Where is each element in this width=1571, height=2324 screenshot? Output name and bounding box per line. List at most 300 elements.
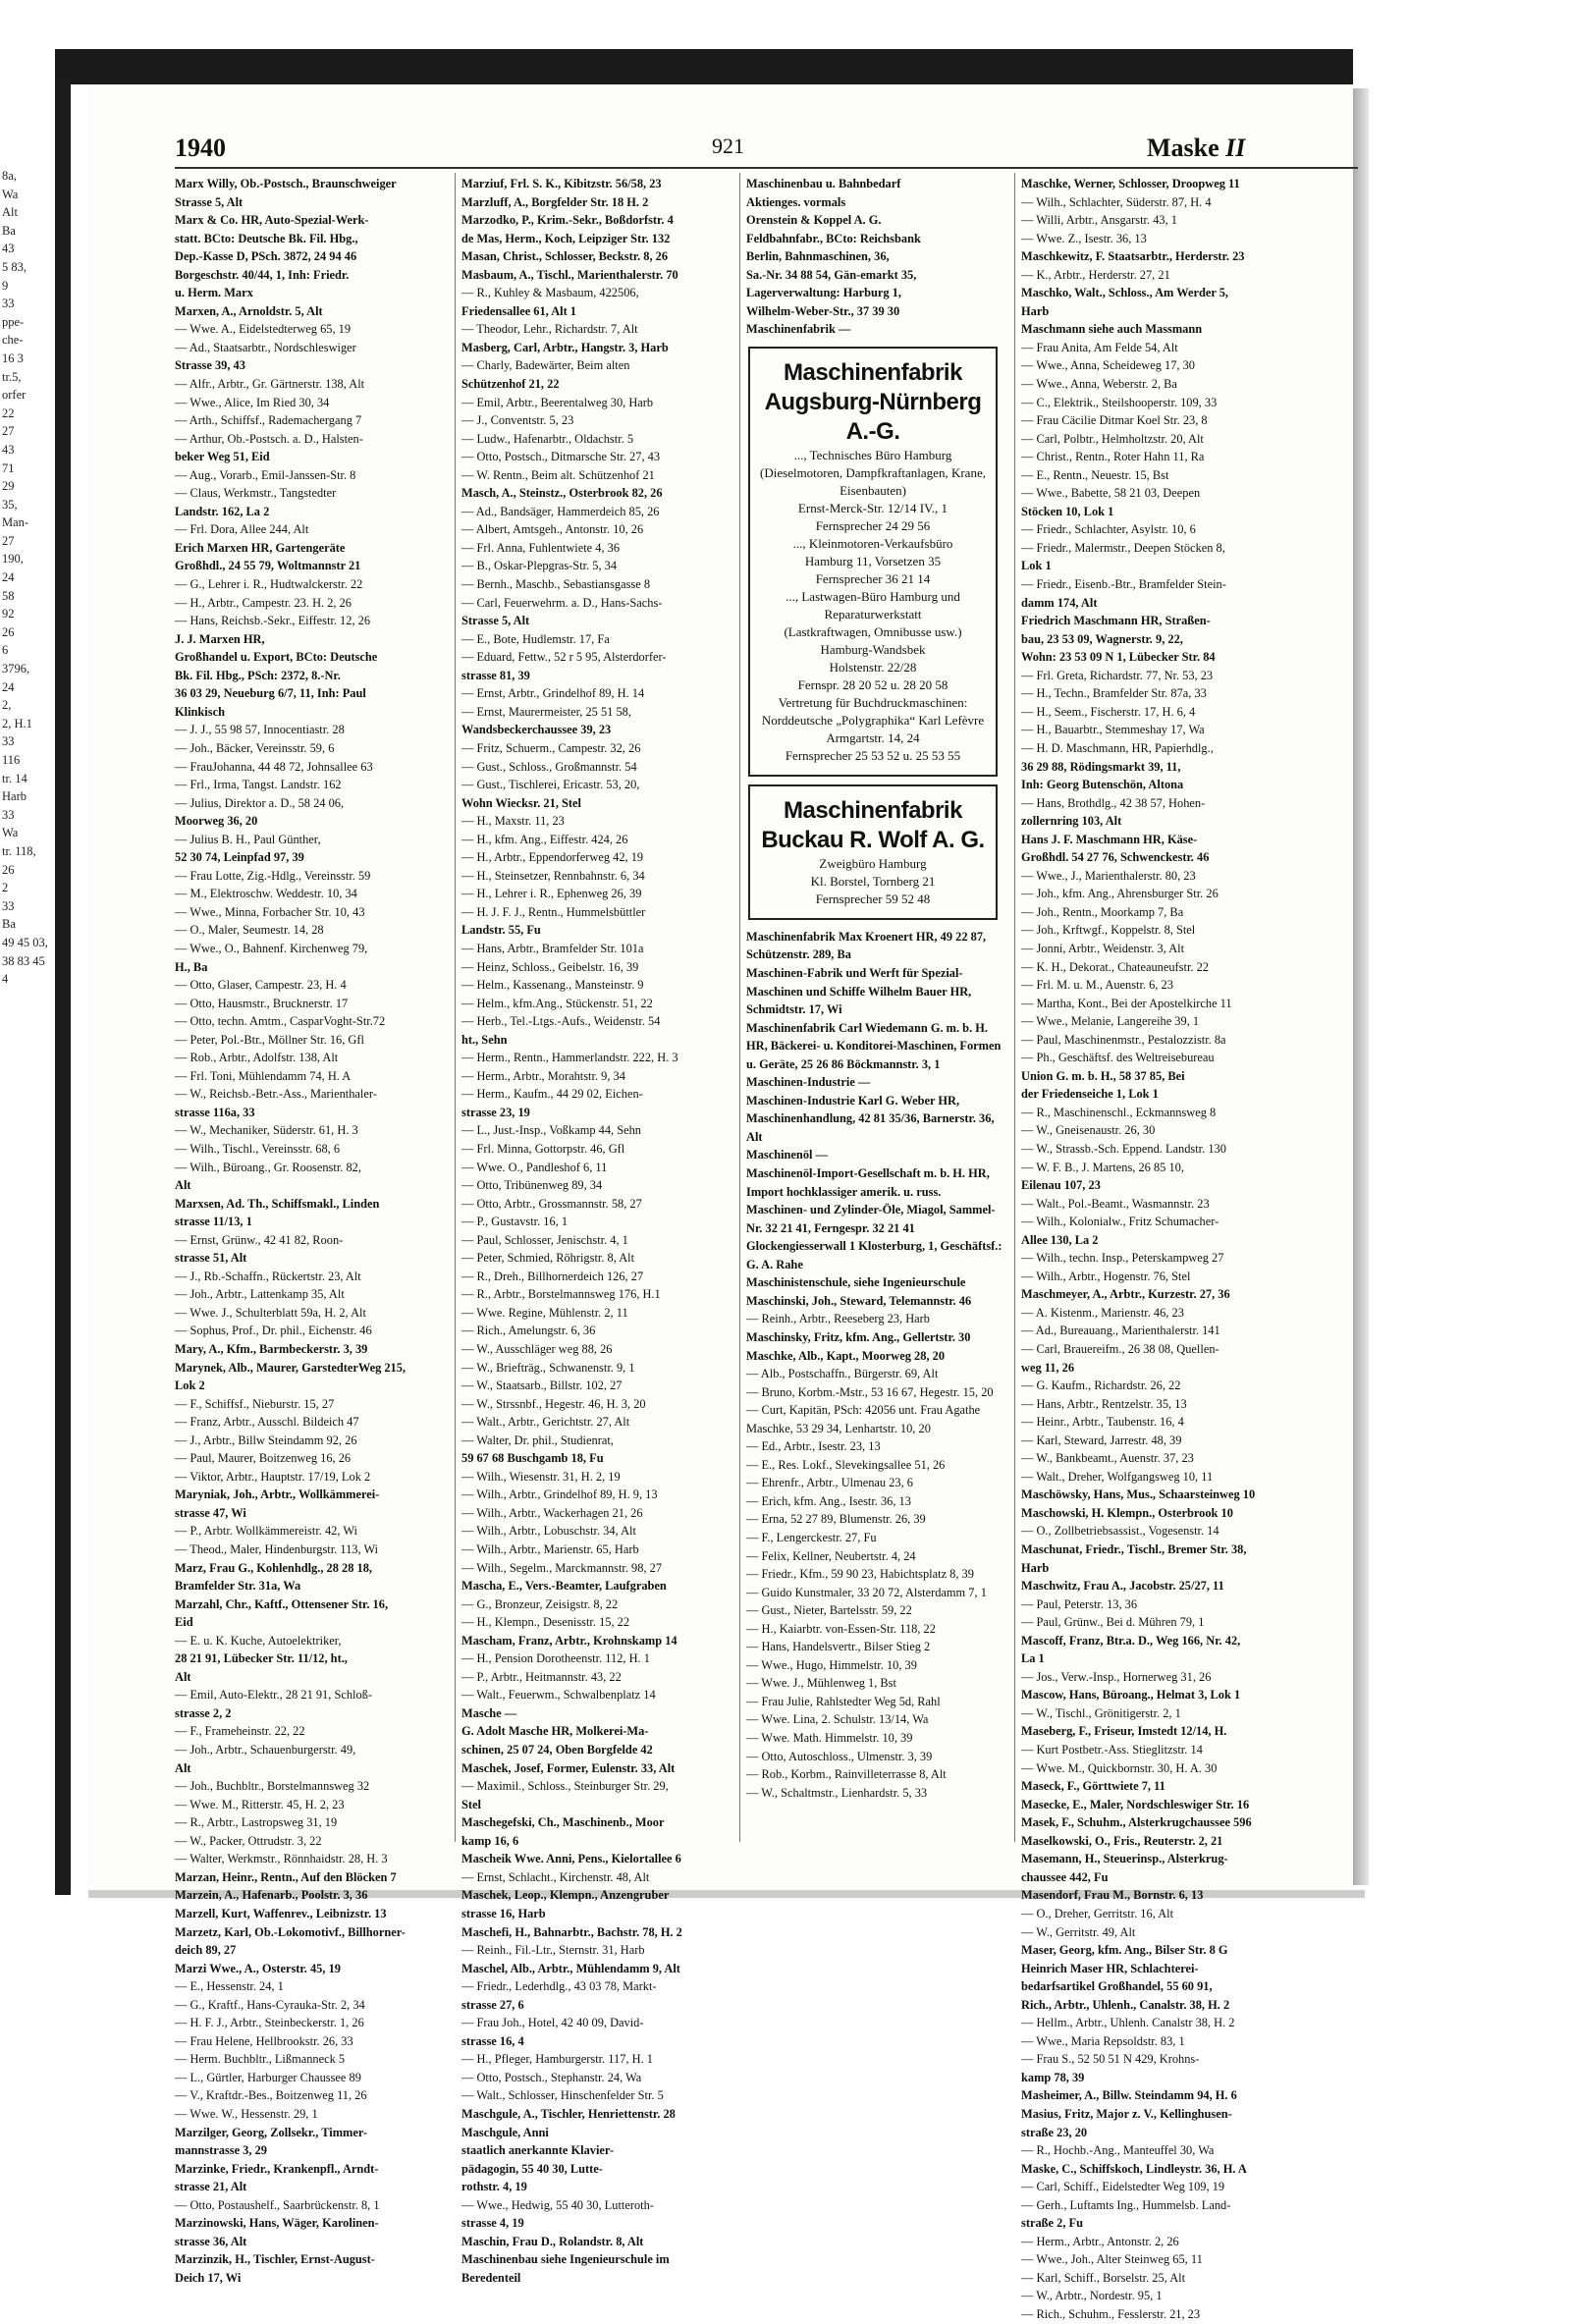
directory-entry: ht., Sehn <box>461 1032 508 1047</box>
directory-entry: Masberg, Carl, Arbtr., Hangstr. 3, Harb <box>461 340 669 354</box>
directory-entry: — Frau S., 52 50 51 N 429, Krohns- <box>1021 2052 1200 2067</box>
fragment-line: 2 <box>2 881 9 895</box>
directory-entry: — Helm., kfm.Ang., Stückenstr. 51, 22 <box>461 996 653 1010</box>
directory-entry: — F., Lengerckestr. 27, Fu <box>746 1530 877 1544</box>
directory-entry: — Friedr., Kfm., 59 90 23, Habichtsplatz 8, 39 <box>746 1567 974 1582</box>
directory-entry: Marynek, Alb., Maurer, GarstedterWeg 215, <box>175 1360 406 1375</box>
directory-entry: Maschinenbau siehe Ingenieurschule im <box>461 2252 670 2267</box>
fragment-line: 33 <box>2 734 15 749</box>
directory-entry: Marzetz, Karl, Ob.-Lokomotivf., Billhorner- <box>175 1924 406 1939</box>
directory-entry: — H., kfm. Ang., Eiffestr. 424, 26 <box>461 832 628 846</box>
directory-column-1 <box>175 175 452 2287</box>
directory-column-4 <box>1021 175 1311 2324</box>
directory-entry: — Frl. Dora, Allee 244, Alt <box>175 522 309 537</box>
fragment-line: Man- <box>2 515 29 530</box>
directory-entry: — W., Strssnbf., Hegestr. 46, H. 3, 20 <box>461 1396 646 1411</box>
directory-entry: — Sophus, Prof., Dr. phil., Eichenstr. 46 <box>175 1324 372 1338</box>
directory-entry: Maschinenfabrik — <box>746 322 851 337</box>
directory-entry: — Frl. Greta, Richardstr. 77, Nr. 53, 23 <box>1021 668 1214 682</box>
fragment-line: 27 <box>2 424 15 439</box>
directory-entry: Marzinke, Friedr., Krankenpfl., Arndt- <box>175 2161 379 2176</box>
directory-entry: — Hans, Handelsvertr., Bilser Stieg 2 <box>746 1640 931 1654</box>
directory-entry: Maschinsky, Fritz, kfm. Ang., Gellertstr. 30 <box>746 1329 971 1344</box>
directory-entry: Feldbahnfabr., BCto: Reichsbank <box>746 231 921 245</box>
directory-entry: Landstr. 162, La 2 <box>175 504 270 518</box>
directory-entry: Maschin, Frau D., Rolandstr. 8, Alt <box>461 2234 644 2248</box>
fragment-line: tr. 118, <box>2 843 36 858</box>
directory-entry: Maschinenöl-Import-Gesellschaft m. b. H. HR, Import hochklassiger amerik. u. russ. Maschinen- und Zylinder-Öle, Miagol, Sammel-Nr. 32 21 41, Ferngespr. 32 21 41 Glockengiesserwall 1 Klosterburg, 1, Geschäftsf.: G. A. Rahe <box>746 1166 1002 1271</box>
directory-entry: — L., Gürtler, Harburger Chaussee 89 <box>175 2070 361 2084</box>
directory-entry: Marzilger, Georg, Zollsekr., Timmer- <box>175 2125 368 2139</box>
directory-entry: — Walt., Pol.-Beamt., Wasmannstr. 23 <box>1021 1196 1210 1211</box>
directory-entry: Marzodko, P., Krim.-Sekr., Boßdorfstr. 4 <box>461 213 674 228</box>
directory-entry: — Paul, Schlosser, Jenischstr. 4, 1 <box>461 1232 628 1247</box>
directory-entry: — Erna, 52 27 89, Blumenstr. 26, 39 <box>746 1512 926 1527</box>
column-3-bottom-entries <box>746 928 1003 1802</box>
directory-entry: — P., Arbtr. Wollkämmereistr. 42, Wi <box>175 1524 357 1539</box>
directory-entry: Marzluff, A., Borgfelder Str. 18 H. 2 <box>461 194 649 209</box>
directory-entry: — Felix, Kellner, Neubertstr. 4, 24 <box>746 1548 916 1563</box>
directory-entry: — H., Techn., Bramfelder Str. 87a, 33 <box>1021 686 1207 701</box>
directory-entry: — Friedr., Eisenb.-Btr., Bramfelder Stein- <box>1021 577 1226 592</box>
directory-entry: Marzan, Heinr., Rentn., Auf den Blöcken 7 <box>175 1869 397 1884</box>
directory-entry: 36 29 88, Rödingsmarkt 39, 11, <box>1021 759 1181 774</box>
directory-entry: Maschek, Leop., Klempn., Anzengruber <box>461 1888 670 1903</box>
directory-entry: Deich 17, Wi <box>175 2270 242 2285</box>
directory-entry: straße 2, Fu <box>1021 2216 1083 2231</box>
directory-entry: Stöcken 10, Lok 1 <box>1021 504 1114 518</box>
directory-entry: Borgeschstr. 40/44, 1, Inh: Friedr. <box>175 267 350 282</box>
directory-entry: 28 21 91, Lübecker Str. 11/12, ht., <box>175 1651 348 1666</box>
directory-entry: — Wilh., techn. Insp., Peterskampweg 27 <box>1021 1251 1224 1266</box>
directory-entry: — H. J. F. J., Rentn., Hummelsbüttler <box>461 904 646 919</box>
directory-entry: Marzinowski, Hans, Wäger, Karolinen- <box>175 2216 379 2231</box>
fragment-line: Wa <box>2 187 19 201</box>
column-3-top-entries <box>746 175 1003 339</box>
fragment-line: 190, <box>2 552 24 567</box>
directory-entry: — L., Just.-Insp., Voßkamp 44, Sehn <box>461 1123 641 1138</box>
directory-entry: — Hans, Arbtr., Bramfelder Str. 101a <box>461 941 644 955</box>
directory-entry: Alt <box>175 1760 191 1775</box>
directory-entry: — Herm., Arbtr., Antonstr. 2, 26 <box>1021 2234 1179 2248</box>
directory-entry: — Jos., Verw.-Insp., Hornerweg 31, 26 <box>1021 1669 1212 1684</box>
directory-entry: — R., Kuhley & Masbaum, 422506, <box>461 286 639 300</box>
directory-entry: Maschinistenschule, siehe Ingenieurschule <box>746 1275 966 1290</box>
directory-entry: — Frl. Anna, Fuhlentwiete 4, 36 <box>461 540 621 555</box>
directory-entry: — Wilh., Tischl., Vereinsstr. 68, 6 <box>175 1141 341 1156</box>
directory-entry: Maschgule, Anni <box>461 2125 549 2139</box>
directory-entry: strasse 16, 4 <box>461 2033 524 2048</box>
running-head-suffix: II <box>1225 134 1246 162</box>
directory-entry: — Ad., Bandsäger, Hammerdeich 85, 26 <box>461 504 660 518</box>
directory-entry: — Ed., Arbtr., Isestr. 23, 13 <box>746 1439 881 1454</box>
directory-entry: 59 67 68 Buschgamb 18, Fu <box>461 1451 604 1466</box>
directory-entry: Maschke, Alb., Kapt., Moorweg 28, 20 <box>746 1348 946 1363</box>
directory-entry: — A. Kistenm., Marienstr. 46, 23 <box>1021 1305 1184 1320</box>
directory-entry: — Friedr., Lederhdlg., 43 03 78, Markt- <box>461 1979 657 1994</box>
directory-entry: — Willi, Arbtr., Ansgarstr. 43, 1 <box>1021 213 1177 228</box>
directory-entry: — Emil, Arbtr., Beerentalweg 30, Harb <box>461 395 654 409</box>
directory-entry: Allee 130, La 2 <box>1021 1232 1099 1247</box>
directory-entry: — Ernst, Arbtr., Grindelhof 89, H. 14 <box>461 686 645 701</box>
directory-entry: Maschinen-Fabrik und Werft für Spezial-Maschinen und Schiffe Wilhelm Bauer HR, Schmidtstr. 17, Wi <box>746 966 972 1017</box>
directory-entry: strasse 2, 2 <box>175 1705 232 1720</box>
directory-entry: Maseck, F., Görttwiete 7, 11 <box>1021 1779 1165 1794</box>
scan-top-border <box>57 49 1353 84</box>
directory-entry: — H., Arbtr., Eppendorferweg 42, 19 <box>461 850 644 865</box>
directory-entry: — Joh., kfm. Ang., Ahrensburger Str. 26 <box>1021 887 1219 901</box>
fragment-line: 33 <box>2 898 15 913</box>
directory-entry: — Claus, Werkmstr., Tangstedter <box>175 486 337 501</box>
directory-entry: — Theod., Maler, Hindenburgstr. 113, Wi <box>175 1542 379 1557</box>
directory-entry: — Frau Joh., Hotel, 42 40 09, David- <box>461 2016 644 2030</box>
advertisement-line: Fernspr. 28 20 52 u. 28 20 58 <box>797 676 948 692</box>
directory-entry: Orenstein & Koppel A. G. <box>746 213 882 228</box>
directory-entry: Marzinzik, H., Tischler, Ernst-August- <box>175 2252 375 2267</box>
directory-entry: — Herm., Kaufm., 44 29 02, Eichen- <box>461 1087 643 1102</box>
directory-entry: Erich Marxen HR, Gartengeräte <box>175 540 346 555</box>
directory-entry: Masemann, H., Steuerinsp., Alsterkrug- <box>1021 1852 1228 1866</box>
directory-entry: Maschinen-Industrie — <box>746 1075 871 1090</box>
directory-entry: Bk. Fil. Hbg., PSch: 2372, 8.-Nr. <box>175 668 341 682</box>
directory-entry: — W., Gneisenaustr. 26, 30 <box>1021 1123 1156 1138</box>
fragment-line: 43 <box>2 442 15 457</box>
fragment-line: tr. 14 <box>2 771 27 785</box>
directory-entry: kamp 78, 39 <box>1021 2070 1085 2084</box>
directory-entry: Maschinenfabrik Max Kroenert HR, 49 22 87, Schützenstr. 289, Ba <box>746 929 987 962</box>
directory-entry: rothstr. 4, 19 <box>461 2180 527 2194</box>
directory-entry: — Joh., Arbtr., Schauenburgerstr. 49, <box>175 1743 356 1757</box>
directory-entry: — Ehrenfr., Arbtr., Ulmenau 23, 6 <box>746 1476 913 1490</box>
directory-entry: — Wwe. J., Schulterblatt 59a, H. 2, Alt <box>175 1305 366 1320</box>
directory-entry: Klinkisch <box>175 704 225 719</box>
fragment-line: 43 <box>2 242 15 256</box>
directory-entry: — Joh., Rentn., Moorkamp 7, Ba <box>1021 904 1184 919</box>
directory-entry: — Ludw., Hafenarbtr., Oldachstr. 5 <box>461 431 634 446</box>
directory-entry: Schützenhof 21, 22 <box>461 377 560 392</box>
directory-entry: Maschinenöl — <box>746 1148 828 1162</box>
advertisement-line: Fernsprecher 25 53 52 u. 25 53 55 <box>785 747 961 763</box>
advertisement-line: (Dieselmotoren, Dampfkraftanlagen, Krane, Eisenbauten) <box>760 464 986 498</box>
fragment-line: 22 <box>2 405 15 420</box>
directory-entry: Masch, A., Steinstz., Osterbrook 82, 26 <box>461 486 663 501</box>
fragment-line: 49 45 03, <box>2 935 48 949</box>
directory-entry: — W., Reichsb.-Betr.-Ass., Marienthaler- <box>175 1087 377 1102</box>
directory-entry: Großhdl., 24 55 79, Woltmannstr 21 <box>175 559 361 573</box>
directory-entry: Wohn Wiecksr. 21, Stel <box>461 795 581 810</box>
running-head-word: Maske <box>1147 134 1219 162</box>
directory-entry: — Walt., Schlosser, Hinschenfelder Str. 5 <box>461 2088 664 2103</box>
directory-entry: Stel <box>461 1797 481 1811</box>
directory-entry: — H., Pension Dorotheenstr. 112, H. 1 <box>461 1651 650 1666</box>
directory-entry: — Wilh., Wiesenstr. 31, H. 2, 19 <box>461 1469 621 1484</box>
directory-entry: — Otto, Hausmstr., Brucknerstr. 17 <box>175 996 349 1010</box>
directory-entry: — Wwe. M., Ritterstr. 45, H. 2, 23 <box>175 1797 345 1811</box>
directory-entry: Maschinenfabrik Carl Wiedemann G. m. b. H. HR, Bäckerei- u. Konditorei-Maschinen, Formen u. Geräte, 25 26 86 Böckmannstr. 3, 1 <box>746 1020 1002 1071</box>
directory-entry: — Ph., Geschäftsf. des Weltreisebureau <box>1021 1051 1215 1065</box>
directory-entry: — H., Arbtr., Campestr. 23. H. 2, 26 <box>175 595 352 610</box>
directory-entry: Maschegefski, Ch., Maschinenb., Moor <box>461 1815 665 1830</box>
directory-entry: Marxsen, Ad. Th., Schiffsmakl., Linden <box>175 1196 380 1211</box>
directory-entry: — E., Hessenstr. 24, 1 <box>175 1979 284 1994</box>
directory-entry: — F., Frameheinstr. 22, 22 <box>175 1724 305 1739</box>
directory-entry: Masendorf, Frau M., Bornstr. 6, 13 <box>1021 1888 1204 1903</box>
directory-column-2 <box>461 175 738 2287</box>
directory-entry: — Arthur, Ob.-Postsch. a. D., Halsten- <box>175 431 363 446</box>
directory-entry: — Wilh., Büroang., Gr. Roosenstr. 82, <box>175 1160 361 1174</box>
directory-entry: — Wwe. M., Quickbornstr. 30, H. A. 30 <box>1021 1760 1218 1775</box>
directory-entry: — Otto, Autoschloss., Ulmenstr. 3, 39 <box>746 1749 933 1763</box>
page-edge-shadow <box>1353 88 1369 1885</box>
advertisement-title: Maschinenfabrik Buckau R. Wolf A. G. <box>761 796 985 853</box>
directory-entry: — Guido Kunstmaler, 33 20 72, Alsterdamm 7, 1 <box>746 1585 987 1599</box>
directory-entry: — G., Lehrer i. R., Hudtwalckerstr. 22 <box>175 577 363 592</box>
directory-entry: Großhandel u. Export, BCto: Deutsche <box>175 650 378 665</box>
directory-entry: de Mas, Herm., Koch, Leipziger Str. 132 <box>461 231 671 245</box>
fragment-line: 6 <box>2 643 9 658</box>
directory-entry: — C., Elektrik., Steilshooperstr. 109, 33 <box>1021 395 1218 409</box>
directory-entry: — Wilh., Arbtr., Lobuschstr. 34, Alt <box>461 1524 636 1539</box>
directory-entry: — Ernst, Grünw., 42 41 82, Roon- <box>175 1232 344 1247</box>
directory-entry: La 1 <box>1021 1651 1045 1666</box>
directory-entry: — H., Lehrer i. R., Ephenweg 26, 39 <box>461 887 642 901</box>
directory-entry: — Joh., Bäcker, Vereinsstr. 59, 6 <box>175 740 335 755</box>
directory-entry: bau, 23 53 09, Wagnerstr. 9, 22, <box>1021 631 1183 646</box>
directory-entry: — E., Res. Lokf., Slevekingsallee 51, 26 <box>746 1457 946 1472</box>
directory-entry: Heinrich Maser HR, Schlachterei- <box>1021 1961 1199 1975</box>
fragment-line: 29 <box>2 479 15 494</box>
directory-entry: Hans J. F. Maschmann HR, Käse- <box>1021 832 1198 846</box>
directory-entry: — Erich, kfm. Ang., Isestr. 36, 13 <box>746 1493 911 1508</box>
directory-entry: Strasse 39, 43 <box>175 358 245 373</box>
directory-entry: Aktienges. vormals <box>746 194 846 209</box>
directory-entry: — Maximil., Schloss., Steinburger Str. 29, <box>461 1779 669 1794</box>
directory-entry: — V., Kraftdr.-Bes., Boitzenweg 11, 26 <box>175 2088 367 2103</box>
directory-entry: — Otto, Glaser, Campestr. 23, H. 4 <box>175 978 347 993</box>
directory-entry: Wilhelm-Weber-Str., 37 39 30 <box>746 303 900 318</box>
directory-entry: — W., Packer, Ottrudstr. 3, 22 <box>175 1833 322 1848</box>
directory-entry: — Joh., Arbtr., Lattenkamp 35, Alt <box>175 1287 345 1302</box>
directory-entry: — J., Conventstr. 5, 23 <box>461 413 574 428</box>
fragment-line: Alt <box>2 205 18 220</box>
directory-entry: Marx & Co. HR, Auto-Spezial-Werk- <box>175 213 369 228</box>
directory-entry: — Paul, Maschinenmstr., Pestalozzistr. 8a <box>1021 1032 1226 1047</box>
directory-entry: — Walt., Dreher, Wolfgangsweg 10, 11 <box>1021 1469 1214 1484</box>
directory-entry: Maselkowski, O., Fris., Reuterstr. 2, 21 <box>1021 1833 1223 1848</box>
fragment-line: 26 <box>2 862 15 877</box>
directory-entry: Großhdl. 54 27 76, Schwenckestr. 46 <box>1021 850 1210 865</box>
directory-entry: — G. Kaufm., Richardstr. 26, 22 <box>1021 1378 1181 1393</box>
directory-entry: Maschefi, H., Bahnarbtr., Bachstr. 78, H. 2 <box>461 1924 682 1939</box>
directory-entry: — R., Hochb.-Ang., Manteuffel 30, Wa <box>1021 2143 1215 2158</box>
directory-entry: — Christ., Rentn., Roter Hahn 11, Ra <box>1021 450 1205 464</box>
directory-entry: — Gerh., Luftamts Ing., Hummelsb. Land- <box>1021 2197 1231 2212</box>
directory-entry: Masek, F., Schuhm., Alsterkrugchaussee 596 <box>1021 1815 1252 1830</box>
directory-entry: Harb <box>1021 1560 1050 1575</box>
column-divider <box>455 173 456 1842</box>
directory-entry: — Wilh., Arbtr., Wackerhagen 21, 26 <box>461 1505 643 1520</box>
directory-entry: — Ad., Staatsarbtr., Nordschleswiger <box>175 340 356 354</box>
advertisement-line: Vertretung für Buchdruckmaschinen: <box>778 694 968 710</box>
fragment-line: 16 3 <box>2 351 24 365</box>
directory-entry: Masecke, E., Maler, Nordschleswiger Str. 16 <box>1021 1797 1250 1811</box>
directory-entry: — Ad., Bureauang., Marienthalerstr. 141 <box>1021 1324 1220 1338</box>
directory-entry: — P., Gustavstr. 16, 1 <box>461 1215 569 1229</box>
directory-entry: — Wwe., Minna, Forbacher Str. 10, 43 <box>175 904 365 919</box>
directory-entry: strasse 81, 39 <box>461 668 530 682</box>
directory-entry: — Wwe., Alice, Im Ried 30, 34 <box>175 395 330 409</box>
advertisement-line: Armgartstr. 14, 24 <box>826 730 920 745</box>
fragment-line: 33 <box>2 297 15 311</box>
directory-entry: — Peter, Schmied, Röhrigstr. 8, Alt <box>461 1251 635 1266</box>
directory-entry: — Alb., Postschaffn., Bürgerstr. 69, Alt <box>746 1367 939 1381</box>
directory-entry: — Otto, Tribünenweg 89, 34 <box>461 1178 603 1193</box>
advertisement-line: Zweigbüro Hamburg <box>819 855 927 871</box>
directory-entry: — Kurt Postbetr.-Ass. Stieglitzstr. 14 <box>1021 1743 1203 1757</box>
directory-entry: — W., Gerritstr. 49, Alt <box>1021 1924 1136 1939</box>
directory-entry: — Frau Julie, Rahlstedter Weg 5d, Rahl <box>746 1694 941 1708</box>
directory-entry: — Ernst, Maurermeister, 25 51 58, <box>461 704 631 719</box>
directory-entry: — Rich., Amelungstr. 6, 36 <box>461 1324 596 1338</box>
directory-entry: — W., Tischl., Grönitigerstr. 2, 1 <box>1021 1705 1181 1720</box>
directory-entry: Maschkewitz, F. Staatsarbtr., Herderstr. 23 <box>1021 249 1245 264</box>
directory-entry: — Wwe., J., Marienthalerstr. 80, 23 <box>1021 868 1196 883</box>
directory-entry: Marzi Wwe., A., Osterstr. 45, 19 <box>175 1961 341 1975</box>
directory-entry: — R., Maschinenschl., Eckmannsweg 8 <box>1021 1105 1217 1119</box>
directory-entry: — H. D. Maschmann, HR, Papierhdlg., <box>1021 740 1214 755</box>
directory-entry: Union G. m. b. H., 58 37 85, Bei <box>1021 1068 1185 1083</box>
directory-entry: — H. F. J., Arbtr., Steinbeckerstr. 1, 26 <box>175 2016 364 2030</box>
directory-entry: Masche — <box>461 1705 517 1720</box>
directory-entry: Maser, Georg, kfm. Ang., Bilser Str. 8 G <box>1021 1943 1228 1958</box>
directory-entry: — Wwe. Regine, Mühlenstr. 2, 11 <box>461 1305 628 1320</box>
directory-entry: beker Weg 51, Eid <box>175 450 270 464</box>
directory-entry: — Hellm., Arbtr., Uhlenh. Canalstr 38, H. 2 <box>1021 2016 1235 2030</box>
directory-entry: — F., Schiffsf., Nieburstr. 15, 27 <box>175 1396 335 1411</box>
directory-entry: — Otto, techn. Amtm., CasparVoght-Str.72 <box>175 1014 386 1029</box>
directory-entry: weg 11, 26 <box>1021 1360 1075 1375</box>
fragment-line: 3796, <box>2 662 30 676</box>
advertisement-buckau <box>748 784 998 920</box>
directory-entry: — Herm., Rentn., Hammerlandstr. 222, H. 3 <box>461 1051 678 1065</box>
directory-entry: — Julius B. H., Paul Günther, <box>175 832 321 846</box>
directory-entry: — Paul, Maurer, Boitzenweg 16, 26 <box>175 1451 352 1466</box>
previous-page-edge <box>0 49 71 1895</box>
directory-entry: — W., Arbtr., Nordestr. 95, 1 <box>1021 2289 1163 2303</box>
directory-entry: — Wwe. O., Pandleshof 6, 11 <box>461 1160 608 1174</box>
fragment-line: 8a, <box>2 169 17 183</box>
directory-entry: — Carl, Polbtr., Helmholtzstr. 20, Alt <box>1021 431 1204 446</box>
directory-entry: — Wwe., Babette, 58 21 03, Deepen <box>1021 486 1201 501</box>
fragment-line: Ba <box>2 917 16 932</box>
directory-entry: Landstr. 55, Fu <box>461 923 541 938</box>
directory-entry: — O., Maler, Seumestr. 14, 28 <box>175 923 324 938</box>
page-year: 1940 <box>175 134 226 162</box>
directory-entry: bedarfsartikel Großhandel, 55 60 91, <box>1021 1979 1213 1994</box>
directory-entry: Harb <box>1021 303 1050 318</box>
fragment-line: 35, <box>2 497 18 512</box>
directory-entry: — Wwe., Anna, Scheideweg 17, 30 <box>1021 358 1195 373</box>
directory-entry: — Friedr., Schlachter, Asylstr. 10, 6 <box>1021 522 1196 537</box>
advertisement-lines <box>758 447 988 765</box>
directory-entry: — J., Arbtr., Billw Steindamm 92, 26 <box>175 1432 357 1447</box>
directory-entry: — Friedr., Malermstr., Deepen Stöcken 8, <box>1021 540 1225 555</box>
directory-entry: — Herm., Arbtr., Morahtstr. 9, 34 <box>461 1068 625 1083</box>
directory-entry: — Karl, Steward, Jarrestr. 48, 39 <box>1021 1432 1182 1447</box>
advertisement-man <box>748 347 998 777</box>
directory-entry: — Frau Lotte, Zig.-Hdlg., Vereinsstr. 59 <box>175 868 371 883</box>
directory-entry: Friedensallee 61, Alt 1 <box>461 303 577 318</box>
directory-entry: — Reinh., Arbtr., Reeseberg 23, Harb <box>746 1312 930 1326</box>
directory-entry: — Joh., Krftwgf., Koppelstr. 8, Stel <box>1021 923 1196 938</box>
directory-entry: Maschmann siehe auch Massmann <box>1021 322 1203 337</box>
directory-entry: Maschko, Walt., Schloss., Am Werder 5, <box>1021 286 1229 300</box>
directory-entry: — Wilh., Segelm., Marckmannstr. 98, 27 <box>461 1560 663 1575</box>
directory-entry: Wohn: 23 53 09 N 1, Lübecker Str. 84 <box>1021 650 1216 665</box>
directory-entry: — H., Pfleger, Hamburgerstr. 117, H. 1 <box>461 2052 653 2067</box>
directory-entry: — Bruno, Korbm.-Mstr., 53 16 67, Hegestr. 15, 20 <box>746 1384 994 1399</box>
directory-entry: — Wwe., Hugo, Himmelstr. 10, 39 <box>746 1657 917 1672</box>
directory-entry: Lok 2 <box>175 1378 205 1393</box>
directory-entry: J. J. Marxen HR, <box>175 631 265 646</box>
directory-entry: — Albert, Amtsgeh., Antonstr. 10, 26 <box>461 522 644 537</box>
advertisement-line: ..., Lastwagen-Büro Hamburg und Reparaturwerkstatt <box>786 588 960 622</box>
running-head-keyword <box>1147 134 1245 163</box>
advertisement-line: Fernsprecher 59 52 48 <box>815 891 931 906</box>
directory-entry: — Wilh., Arbtr., Marienstr. 65, Harb <box>461 1542 639 1557</box>
directory-entry: — K. H., Dekorat., Chateauneufstr. 22 <box>1021 959 1209 974</box>
column-divider <box>1014 173 1015 1842</box>
directory-entry: — W., Schaltmstr., Lienhardstr. 5, 33 <box>746 1785 928 1800</box>
directory-entry: — Theodor, Lehr., Richardstr. 7, Alt <box>461 322 638 337</box>
directory-entry: — H., Seem., Fischerstr. 17, H. 6, 4 <box>1021 704 1196 719</box>
directory-entry: — Gust., Schloss., Großmannstr. 54 <box>461 759 637 774</box>
directory-entry: Rich., Arbtr., Uhlenh., Canalstr. 38, H. 2 <box>1021 1997 1230 2012</box>
fragment-line: 33 <box>2 807 15 822</box>
directory-entry: mannstrasse 3, 29 <box>175 2143 267 2158</box>
fragment-line: 116 <box>2 753 21 767</box>
fragment-line: 58 <box>2 588 15 603</box>
directory-entry: Maschgule, A., Tischler, Henriettenstr. 28 <box>461 2106 676 2121</box>
directory-entry: — R., Dreh., Billhornerdeich 126, 27 <box>461 1269 644 1283</box>
directory-entry: — Julius, Direktor a. D., 58 24 06, <box>175 795 345 810</box>
directory-entry: — Ernst, Schlacht., Kirchenstr. 48, Alt <box>461 1869 650 1884</box>
fragment-line: 4 <box>2 972 9 987</box>
directory-entry: Moorweg 36, 20 <box>175 814 258 829</box>
directory-entry: — Aug., Vorarb., Emil-Janssen-Str. 8 <box>175 467 356 482</box>
directory-entry: strasse 36, Alt <box>175 2234 247 2248</box>
directory-entry: Marzahl, Chr., Kaftf., Ottensener Str. 16, <box>175 1596 389 1611</box>
directory-entry: Sa.-Nr. 34 88 54, Gän-emarkt 35, Lagerverwaltung: Harburg 1, <box>746 267 917 300</box>
directory-entry: — Wwe. A., Eidelstedterweg 65, 19 <box>175 322 352 337</box>
directory-entry: — H., Bauarbtr., Stemmeshay 17, Wa <box>1021 723 1205 737</box>
directory-entry: — Walter, Dr. phil., Studienrat, <box>461 1432 614 1447</box>
fragment-line: 24 <box>2 570 15 585</box>
directory-entry: — H., Klempn., Desenisstr. 15, 22 <box>461 1615 630 1630</box>
directory-entry: — H., Kaiarbtr. von-Essen-Str. 118, 22 <box>746 1621 936 1636</box>
directory-entry: — Otto, Postsch., Stephanstr. 24, Wa <box>461 2070 642 2084</box>
directory-entry: 52 30 74, Leinpfad 97, 39 <box>175 850 304 865</box>
directory-entry: chaussee 442, Fu <box>1021 1869 1109 1884</box>
directory-entry: — FrauJohanna, 44 48 72, Johnsallee 63 <box>175 759 373 774</box>
directory-entry: Maschinen-Industrie Karl G. Weber HR, Maschinenhandlung, 42 81 35/36, Barnerstr. 36, Alt <box>746 1093 995 1144</box>
directory-entry: — J. J., 55 98 57, Innocentiastr. 28 <box>175 723 345 737</box>
directory-entry: — E., Bote, Hudlemstr. 17, Fa <box>461 631 610 646</box>
advertisement-line: Holstenstr. 22/28 <box>829 659 917 675</box>
directory-entry: — W., Mechaniker, Süderstr. 61, H. 3 <box>175 1123 358 1138</box>
fragment-line: 2, H.1 <box>2 716 32 730</box>
fragment-line: Wa <box>2 826 19 840</box>
